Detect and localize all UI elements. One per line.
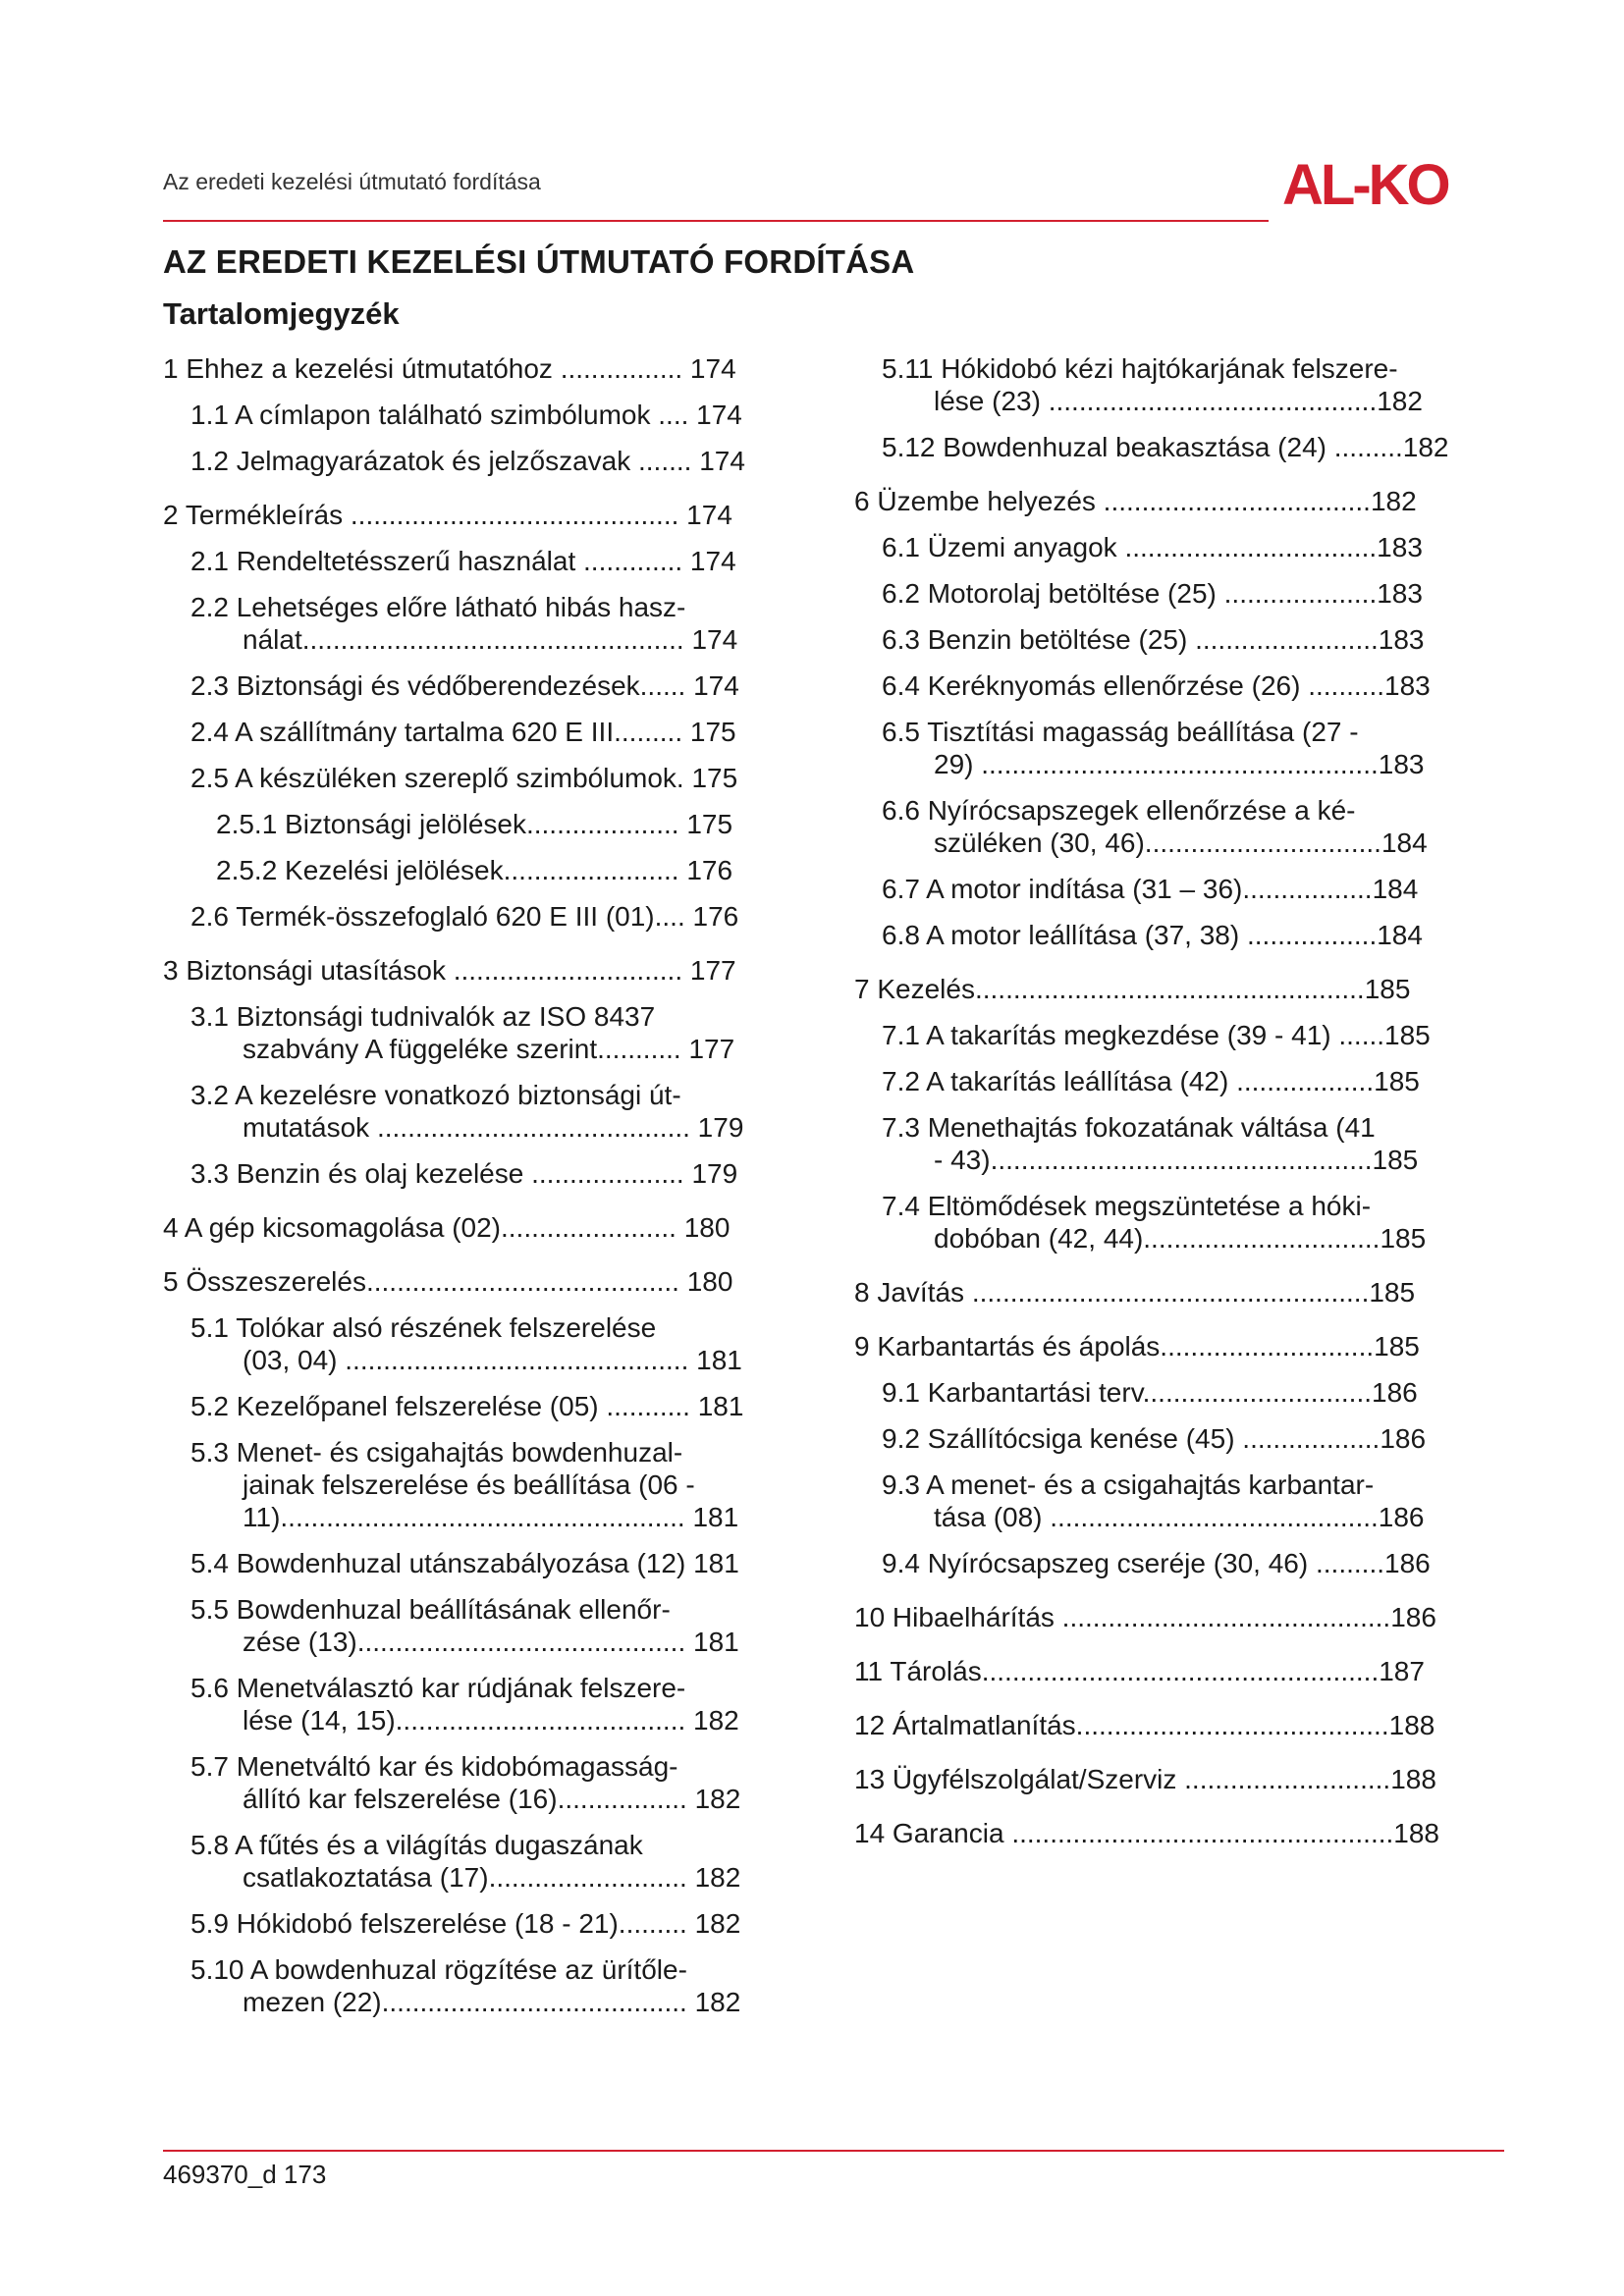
toc-entry: 8 Javítás ....................................................185 <box>854 1277 1416 1308</box>
toc-entry: 11 Tárolás....................................................187 <box>854 1656 1425 1686</box>
toc-entry: 13 Ügyfélszolgálat/Szerviz ...........................188 <box>854 1764 1436 1794</box>
toc-entry: 9.2 Szállítócsiga kenése (45) ..................186 <box>882 1423 1427 1454</box>
toc-entry: - 43)..................................................185 <box>934 1145 1419 1175</box>
toc-entry: 6.7 A motor indítása (31 – 36).................184 <box>882 874 1419 904</box>
toc-entry: 2.2 Lehetséges előre látható hibás hasz- <box>190 592 686 622</box>
toc-entry: 1 Ehhez a kezelési útmutatóhoz ................ 174 <box>163 353 736 384</box>
toc-entry: 7.2 A takarítás leállítása (42) ..................185 <box>882 1066 1420 1096</box>
toc-entry: 3.3 Benzin és olaj kezelése .................... 179 <box>190 1158 738 1189</box>
document-title: AZ EREDETI KEZELÉSI ÚTMUTATÓ FORDÍTÁSA <box>163 243 915 280</box>
toc-entry: 5.5 Bowdenhuzal beállításának ellenőr- <box>190 1594 671 1625</box>
toc-entry: 2.5.1 Biztonsági jelölések.................... 175 <box>216 809 733 839</box>
toc-entry: 12 Ártalmatlanítás.........................................188 <box>854 1710 1435 1740</box>
toc-left-column <box>163 351 811 2019</box>
toc-entry: 5.4 Bowdenhuzal utánszabályozása (12) 181 <box>190 1548 739 1578</box>
toc-entry: mutatások ......................................... 179 <box>243 1112 744 1143</box>
toc-entry: 9 Karbantartás és ápolás............................185 <box>854 1331 1420 1362</box>
toc-entry: (03, 04) ............................................. 181 <box>243 1345 742 1375</box>
footer-rule <box>163 2150 1504 2152</box>
toc-entry: 2.5 A készüléken szereplő szimbólumok. 175 <box>190 763 738 793</box>
toc-entry: 9.1 Karbantartási terv..............................186 <box>882 1377 1418 1408</box>
toc-entry: 10 Hibaelhárítás ...........................................186 <box>854 1602 1436 1632</box>
toc-entry: dobóban (42, 44)...............................185 <box>934 1223 1427 1254</box>
toc-entry: 3.2 A kezelésre vonatkozó biztonsági út- <box>190 1080 681 1110</box>
toc-entry: 7 Kezelés...................................................185 <box>854 974 1411 1004</box>
toc-right-column <box>854 351 1492 1850</box>
toc-entry: 7.4 Eltömődések megszüntetése a hóki- <box>882 1191 1372 1221</box>
toc-entry: lése (23) ...........................................182 <box>934 386 1423 416</box>
toc-entry: 5.10 A bowdenhuzal rögzítése az ürítőle- <box>190 1954 687 1985</box>
toc-entry: 9.4 Nyírócsapszeg cseréje (30, 46) .........186 <box>882 1548 1431 1578</box>
toc-entry: 11)..................................................... 181 <box>243 1502 739 1532</box>
toc-entry: szabvány A függeléke szerint........... 177 <box>243 1034 735 1064</box>
toc-entry: 6.1 Üzemi anyagok .................................183 <box>882 532 1423 562</box>
toc-entry: nálat.................................................. 174 <box>243 624 738 655</box>
toc-entry: 5.8 A fűtés és a világítás dugaszának <box>190 1830 643 1860</box>
header-rule <box>163 220 1269 222</box>
toc-entry: 6.4 Keréknyomás ellenőrzése (26) ..........183 <box>882 670 1431 701</box>
running-header: Az eredeti kezelési útmutató fordítása <box>163 169 541 194</box>
toc-entry: 5 Összeszerelés......................................... 180 <box>163 1266 733 1297</box>
page-footer: 469370_d 173 <box>163 2160 327 2189</box>
toc-entry: 5.2 Kezelőpanel felszerelése (05) ........... 181 <box>190 1391 744 1421</box>
toc-entry: 2 Termékleírás ........................................... 174 <box>163 500 732 530</box>
toc-entry: 5.12 Bowdenhuzal beakasztása (24) .........182 <box>882 432 1449 462</box>
toc-entry: 6.2 Motorolaj betöltése (25) ....................183 <box>882 578 1423 609</box>
toc-entry: 2.3 Biztonsági és védőberendezések...... 174 <box>190 670 739 701</box>
toc-entry: 2.5.2 Kezelési jelölések....................... 176 <box>216 855 733 885</box>
toc-heading: Tartalomjegyzék <box>163 296 400 331</box>
toc-entry: 5.3 Menet- és csigahajtás bowdenhuzal- <box>190 1437 683 1468</box>
toc-entry: 9.3 A menet- és a csigahajtás karbantar- <box>882 1469 1375 1500</box>
toc-entry: 5.9 Hókidobó felszerelése (18 - 21)......... 182 <box>190 1908 741 1939</box>
toc-entry: 3.1 Biztonsági tudnivalók az ISO 8437 <box>190 1001 656 1032</box>
toc-entry: 1.2 Jelmagyarázatok és jelzőszavak ....... 174 <box>190 446 745 476</box>
toc-entry: 14 Garancia ..................................................188 <box>854 1818 1439 1848</box>
toc-entry: 5.11 Hókidobó kézi hajtókarjának felszere- <box>882 353 1398 384</box>
toc-entry: 29) ....................................................183 <box>934 749 1425 779</box>
toc-entry: 6.5 Tisztítási magasság beállítása (27 - <box>882 717 1359 747</box>
toc-entry: 7.1 A takarítás megkezdése (39 - 41) ......185 <box>882 1020 1431 1050</box>
toc-entry: 4 A gép kicsomagolása (02)....................... 180 <box>163 1212 731 1243</box>
toc-entry: 6.6 Nyírócsapszegek ellenőrzése a ké- <box>882 795 1356 826</box>
toc-entry: 2.6 Termék-összefoglaló 620 E III (01).... 176 <box>190 901 739 932</box>
toc-entry: 6 Üzembe helyezés ...................................182 <box>854 486 1417 516</box>
toc-entry: mezen (22)........................................ 182 <box>243 1987 741 2017</box>
toc-entry: 6.3 Benzin betöltése (25) ........................183 <box>882 624 1425 655</box>
toc-entry: zése (13)........................................... 181 <box>243 1627 739 1657</box>
toc-entry: 7.3 Menethajtás fokozatának váltása (41 <box>882 1112 1376 1143</box>
toc-entry: csatlakoztatása (17).......................... 182 <box>243 1862 741 1893</box>
toc-entry: 6.8 A motor leállítása (37, 38) .................184 <box>882 920 1423 950</box>
toc-entry: 5.6 Menetválasztó kar rúdjának felszere- <box>190 1673 686 1703</box>
toc-entry: 1.1 A címlapon található szimbólumok .... 174 <box>190 400 742 430</box>
toc-entry: 3 Biztonsági utasítások .............................. 177 <box>163 955 736 986</box>
toc-entry: lése (14, 15)...................................... 182 <box>243 1705 739 1735</box>
al-ko-logo <box>1282 155 1504 212</box>
toc-entry: tása (08) ...........................................186 <box>934 1502 1425 1532</box>
toc-entry: jainak felszerelése és beállítása (06 - <box>243 1469 695 1500</box>
toc-entry: 2.1 Rendeltetésszerű használat ............. 174 <box>190 546 736 576</box>
svg-text:AL-KO: AL-KO <box>1282 155 1448 212</box>
toc-entry: állító kar felszerelése (16)................. 182 <box>243 1784 741 1814</box>
toc-entry: 5.7 Menetváltó kar és kidobómagasság- <box>190 1751 678 1782</box>
toc-entry: 2.4 A szállítmány tartalma 620 E III......... 175 <box>190 717 736 747</box>
toc-entry: szüléken (30, 46)...............................184 <box>934 828 1428 858</box>
toc-entry: 5.1 Tolókar alsó részének felszerelése <box>190 1312 657 1343</box>
